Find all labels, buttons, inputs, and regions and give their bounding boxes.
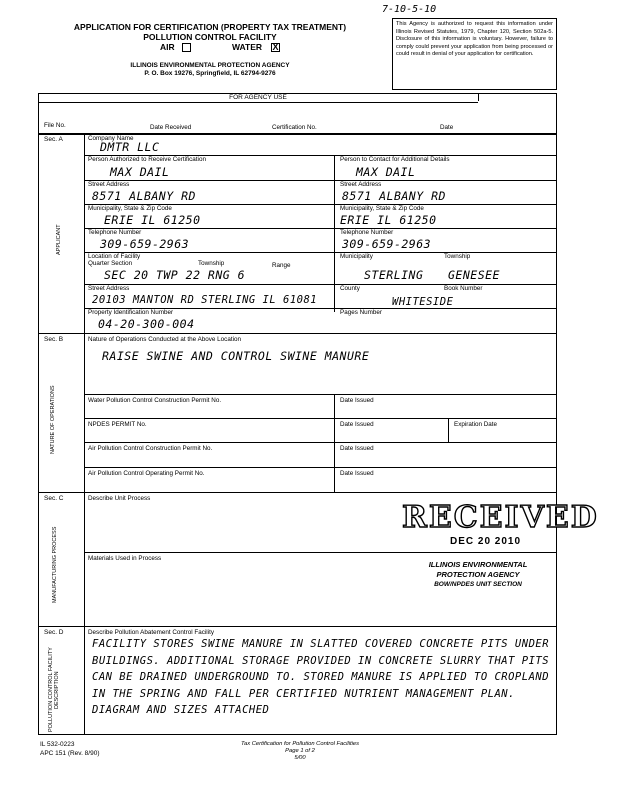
book-label: Book Number (444, 285, 483, 292)
nature[interactable]: RAISE SWINE AND CONTROL SWINE MANURE (102, 349, 370, 363)
top-handwriting: 7-10-5-10 (382, 4, 437, 15)
muni-label-1: Municipality, State & Zip Code (88, 205, 172, 212)
stamp-line2: PROTECTION AGENCY (436, 570, 520, 579)
certification-no-label: Certification No. (272, 124, 317, 131)
range-label: Range (272, 262, 291, 269)
footer-date: 5/00 (294, 755, 306, 761)
air-checkbox[interactable] (182, 43, 191, 52)
muni-label-2: Municipality, State & Zip Code (340, 205, 424, 212)
date-issued-2: Date Issued (340, 421, 374, 428)
location-line[interactable]: SEC 20 TWP 22 RNG 6 (104, 268, 246, 282)
person-cert[interactable]: MAX DAIL (110, 165, 170, 179)
air-label: AIR (160, 42, 175, 52)
muni-1[interactable]: ERIE IL 61250 (104, 213, 201, 227)
sec-d-side: POLLUTION CONTROL FACILITY DESCRIPTION (48, 647, 60, 733)
notice-box (392, 18, 557, 90)
date-received-label: Date Received (150, 124, 192, 131)
notice-text: This Agency is authorized to request this information under Illinois Revised Statutes, 1979, Chapter 120, Section 502a-5. Disclosure of this information is voluntary. However, failure to comply could prevent your application from being processed or could result in denial of your application for certification. (396, 21, 553, 58)
agency-name: ILLINOIS ENVIRONMENTAL PROTECTION AGENCY (130, 62, 290, 69)
county[interactable]: WHITESIDE (392, 296, 454, 308)
form-number: IL 532-0223 (40, 741, 75, 748)
quarter-label: Quarter Section (88, 260, 133, 267)
footer-page: Page 1 of 2 (285, 748, 315, 754)
sec-a-label: Sec. A (44, 136, 63, 143)
phone-label-2: Telephone Number (340, 229, 394, 236)
township-value[interactable]: GENESEE (448, 268, 500, 282)
sec-a-side: APPLICANT (56, 224, 62, 256)
facility-description[interactable]: FACILITY STORES SWINE MANURE IN SLATTED COVERED CONCRETE PITS UNDER BUILDINGS. ADDITIONAL STORAGE PROVIDED IN CONCRETE SLURRY THAT PITS CAN BE DRAINED UNDERGROUND TO. STORED MANURE IS APPLIED TO CROPLAND IN THE SPRING AND FALL PER CERTIFIED NUTRIENT MANAGEMENT PLAN. DIAGRAM AND SIZES ATTACHED (92, 638, 550, 716)
phone-2[interactable]: 309-659-2963 (342, 237, 432, 251)
expiration-label: Expiration Date (454, 421, 498, 428)
person-contact-label: Person to Contact for Additional Details (340, 156, 450, 163)
pin[interactable]: 04-20-300-004 (98, 317, 195, 331)
file-no-label: File No. (44, 122, 66, 129)
desc-label: Describe Pollution Abatement Control Facility (88, 629, 214, 636)
muni-2[interactable]: ERIE IL 61250 (340, 213, 437, 227)
agency-address: P. O. Box 19276, Springfield, IL 62794-9276 (144, 70, 276, 77)
date-issued-1: Date Issued (340, 397, 374, 404)
county-label: County (340, 285, 360, 292)
sec-b-side: NATURE OF OPERATIONS (50, 385, 56, 455)
person-cert-label: Person Authorized to Receive Certification (88, 156, 206, 163)
water-label: WATER (232, 42, 263, 52)
stamp-date: DEC 20 2010 (450, 536, 522, 547)
street-label-1: Street Address (88, 181, 130, 188)
date-label: Date (440, 124, 454, 131)
street3[interactable]: 20103 MANTON RD STERLING IL 61081 (92, 294, 318, 306)
date-issued-3: Date Issued (340, 445, 374, 452)
pin-label: Property Identification Number (88, 309, 174, 316)
sec-d-label: Sec. D (44, 629, 64, 636)
wp-permit-label: Water Pollution Control Construction Permit No. (88, 397, 222, 404)
ap-oper-label: Air Pollution Control Operating Permit No. (88, 470, 205, 477)
street-label-2: Street Address (340, 181, 382, 188)
date-issued-4: Date Issued (340, 470, 374, 477)
form-title: APPLICATION FOR CERTIFICATION (PROPERTY TAX TREATMENT) (73, 22, 347, 32)
street-1[interactable]: 8571 ALBANY RD (92, 189, 196, 203)
sec-c-label: Sec. C (44, 495, 64, 502)
phone-label-1: Telephone Number (88, 229, 142, 236)
agency-use-title: FOR AGENCY USE (229, 94, 287, 101)
apc-number: APC 151 (Rev. 8/90) (40, 750, 100, 757)
materials-label: Materials Used in Process (88, 555, 162, 562)
pages-label: Pages Number (340, 309, 382, 316)
water-checkbox[interactable]: X (272, 42, 279, 52)
npdes-label: NPDES PERMIT No. (88, 421, 147, 428)
street-2[interactable]: 8571 ALBANY RD (342, 189, 446, 203)
municipality-value[interactable]: STERLING (364, 268, 424, 282)
nature-label: Nature of Operations Conducted at the Above Location (88, 336, 241, 343)
phone-1[interactable]: 309-659-2963 (100, 237, 190, 251)
footer-title: Tax Certification for Pollution Control Facilities (240, 741, 360, 747)
company-name-label: Company Name (88, 135, 134, 142)
sec-c-side: MANUFACTURING PROCESS (52, 526, 58, 604)
company-name[interactable]: DMTR LLC (100, 140, 160, 154)
ap-const-label: Air Pollution Control Construction Permit No. (88, 445, 213, 452)
received-stamp: RECEIVED (402, 500, 599, 535)
stamp-line1: ILLINOIS ENVIRONMENTAL (428, 560, 528, 569)
street3-label: Street Address (88, 285, 130, 292)
person-contact[interactable]: MAX DAIL (356, 165, 416, 179)
form-subtitle: POLLUTION CONTROL FACILITY (143, 32, 277, 42)
unit-process-label: Describe Unit Process (88, 495, 151, 502)
stamp-line3: BOW/NPDES UNIT SECTION (434, 581, 522, 588)
township-label: Township (198, 260, 225, 267)
municipality-label: Municipality (340, 253, 373, 260)
location-label: Location of Facility (88, 253, 141, 260)
township2-label: Township (444, 253, 471, 260)
sec-b-label: Sec. B (44, 336, 64, 343)
